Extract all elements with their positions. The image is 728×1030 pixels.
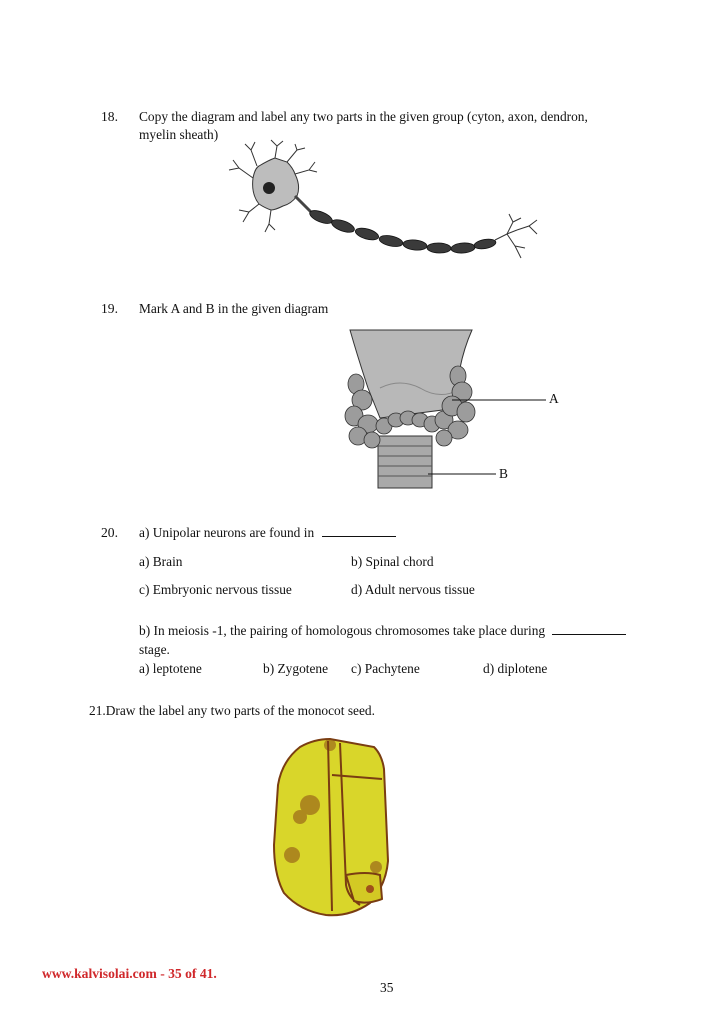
q20a-question-row	[139, 524, 396, 542]
q20a-answer-blank	[322, 524, 396, 537]
q18-text-line1: Copy the diagram and label any two parts in the given group (cyton, axon, dendron,	[139, 109, 588, 124]
q20b-question-row	[139, 622, 626, 640]
q20b-option-c: c) Pachytene	[351, 661, 420, 676]
monocot-seed-diagram	[270, 735, 400, 920]
label-b: B	[499, 466, 508, 481]
q20b-option-a: a) leptotene	[139, 661, 202, 676]
q21-text: 21.Draw the label any two parts of the monocot seed.	[89, 703, 375, 718]
label-a: A	[549, 391, 559, 406]
q20b-option-b: b) Zygotene	[263, 661, 329, 676]
q20-number: 20.	[101, 525, 118, 540]
neuron-diagram	[225, 138, 545, 273]
q20a-option-c: c) Embryonic nervous tissue	[139, 582, 292, 597]
q20a-question: a) Unipolar neurons are found in	[139, 525, 315, 540]
q20b-question-line1: b) In meiosis -1, the pairing of homologous chromosomes take place during	[139, 623, 546, 638]
q20b-answer-blank	[552, 622, 626, 635]
footer-site-link[interactable]: www.kalvisolai.com - 35 of 41.	[42, 966, 217, 981]
q18-text-line2: myelin sheath)	[139, 127, 219, 142]
cyton-shape	[253, 158, 299, 210]
q20a-option-a: a) Brain	[139, 554, 183, 569]
q20a-option-b: b) Spinal chord	[351, 554, 434, 569]
q20b-question-line2: stage.	[139, 642, 170, 657]
q19-text: Mark A and B in the given diagram	[139, 301, 329, 316]
q20b-option-d: d) diplotene	[483, 661, 548, 676]
thyroid-diagram	[340, 328, 570, 493]
q18-number: 18.	[101, 109, 118, 124]
page-number: 35	[380, 980, 394, 995]
q19-number: 19.	[101, 301, 118, 316]
q20a-option-d: d) Adult nervous tissue	[351, 582, 475, 597]
